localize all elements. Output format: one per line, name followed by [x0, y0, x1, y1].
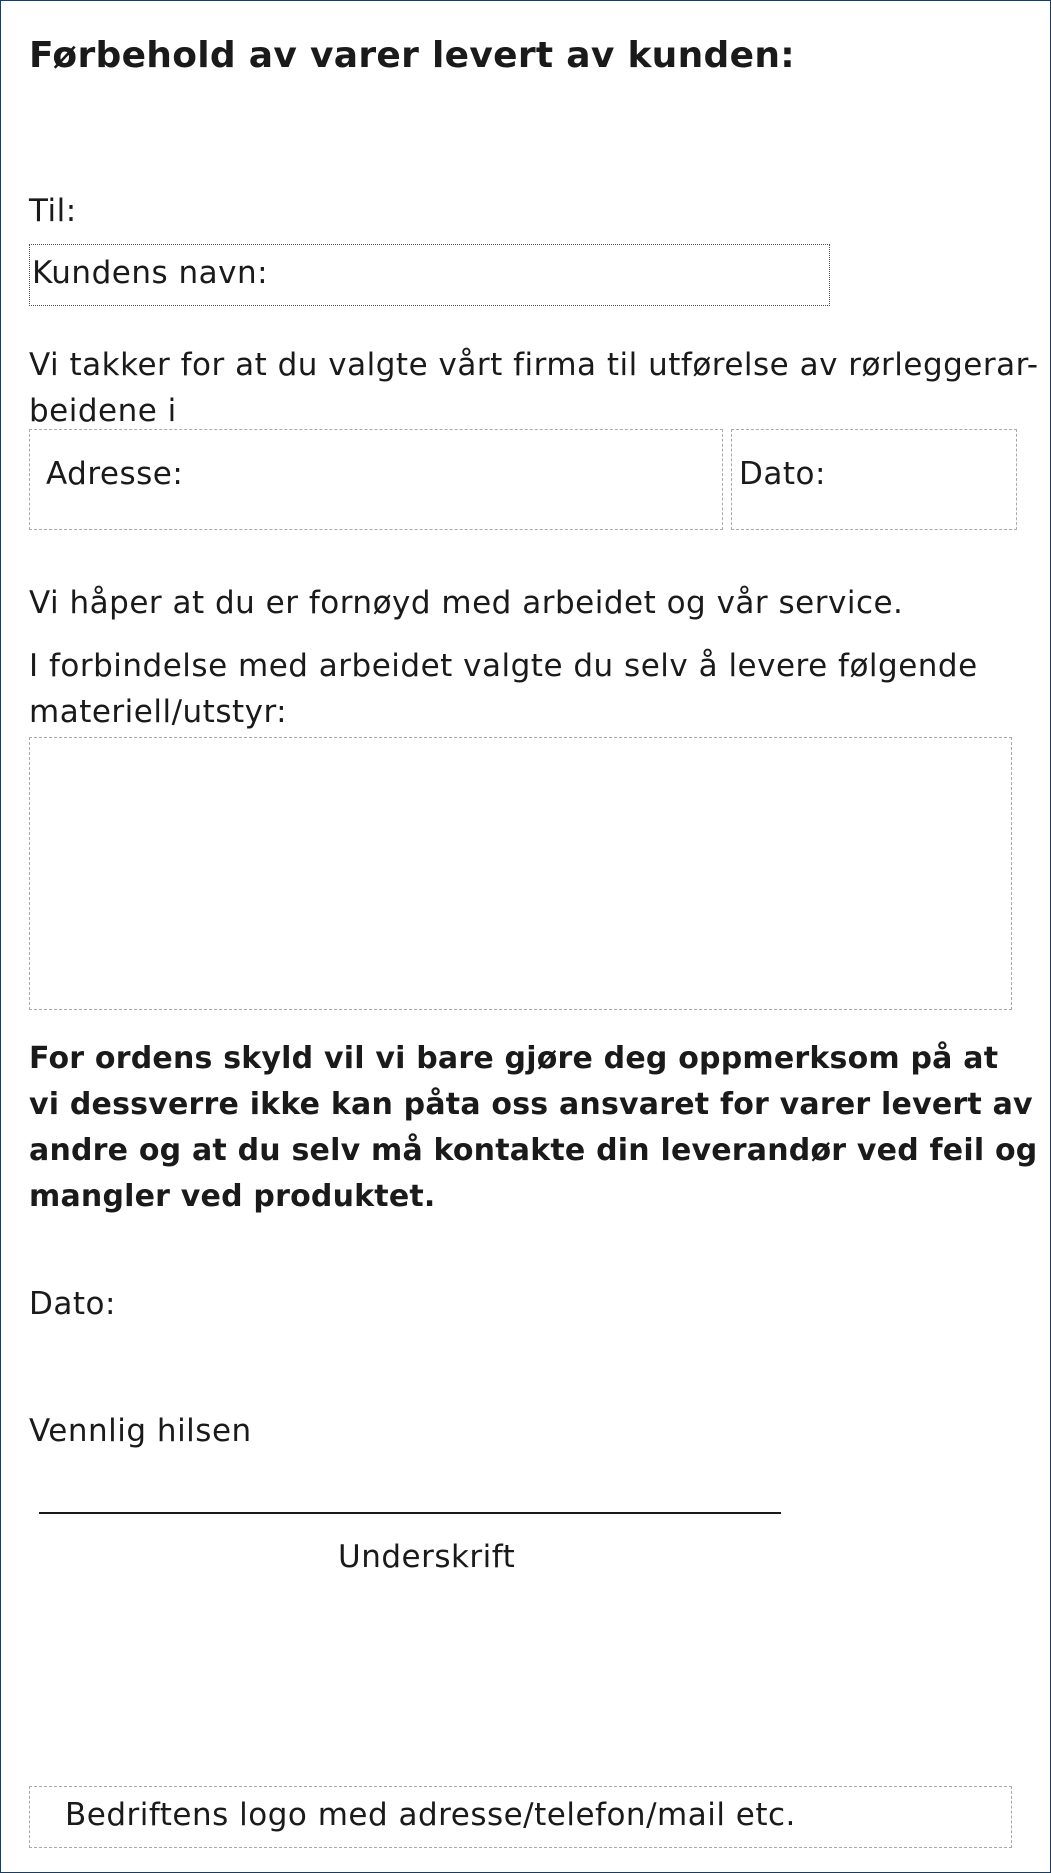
materials-text-line2: materiell/utstyr: [29, 694, 288, 730]
address-field[interactable] [29, 429, 723, 530]
hope-text: Vi håper at du er fornøyd med arbeidet og vår service. [29, 585, 904, 621]
signature-line[interactable] [39, 1512, 781, 1514]
to-label: Til: [29, 193, 77, 229]
customer-name-field[interactable] [29, 244, 830, 306]
notice-line1: For ordens skyld vil vi bare gjøre deg oppmerksom på at [29, 1041, 999, 1076]
notice-line3: andre og at du selv må kontakte din leverandør ved feil og [29, 1133, 1038, 1168]
thanks-text-line1: Vi takker for at du valgte vårt firma til utførelse av rørleggerar- [29, 347, 1039, 383]
notice-line4: mangler ved produktet. [29, 1179, 436, 1214]
company-logo-box [29, 1786, 1012, 1848]
form-title: Førbehold av varer levert av kunden: [29, 35, 795, 76]
materials-textarea[interactable] [29, 737, 1012, 1010]
date-label-bottom: Dato: [29, 1286, 116, 1322]
materials-text-line1: I forbindelse med arbeidet valgte du selv å levere følgende [29, 648, 978, 684]
address-label: Adresse: [46, 456, 184, 492]
closing-text: Vennlig hilsen [29, 1413, 252, 1449]
company-logo-placeholder: Bedriftens logo med adresse/telefon/mail etc. [65, 1797, 796, 1833]
date-label-top: Dato: [739, 456, 826, 492]
customer-name-label: Kundens navn: [32, 255, 269, 291]
thanks-text-line2: beidene i [29, 393, 177, 429]
date-field-top[interactable] [731, 429, 1017, 530]
signature-label: Underskrift [338, 1539, 516, 1575]
notice-line2: vi dessverre ikke kan påta oss ansvaret for varer levert av [29, 1087, 1033, 1122]
